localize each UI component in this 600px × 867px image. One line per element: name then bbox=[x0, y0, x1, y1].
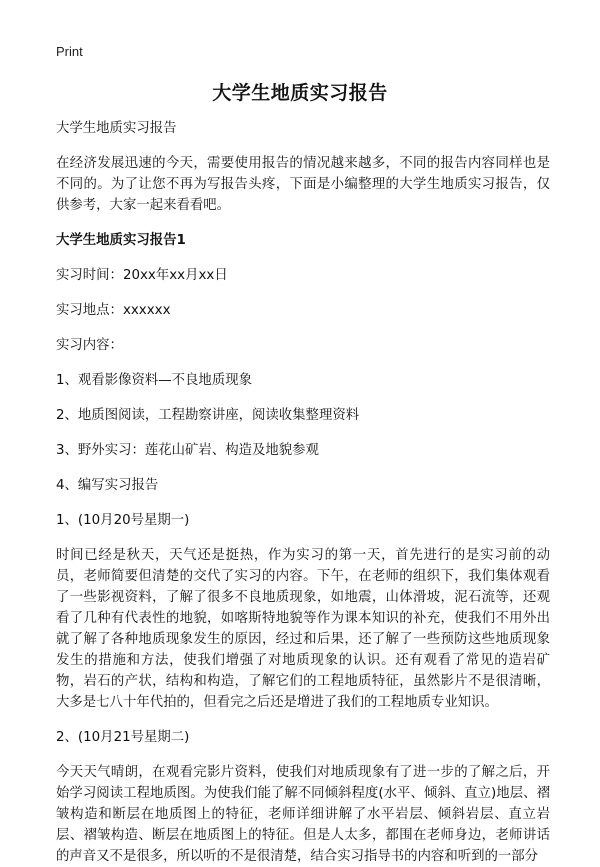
list-item: 4、编写实习报告 bbox=[56, 478, 159, 493]
list-item: 3、野外实习：莲花山矿岩、构造及地貌参观 bbox=[56, 443, 319, 458]
intro-paragraph: 在经济发展迅速的今天，需要使用报告的情况越来越多，不同的报告内容同样也是不同的。为了让您不再为写报告头疼，下面是小编整理的大学生地质实习报告，仅供参考，大家一起来看看吧。 bbox=[56, 156, 550, 213]
day1-label: 1、(10月20号星期一) bbox=[56, 513, 190, 528]
section-heading: 大学生地质实习报告1 bbox=[56, 233, 186, 248]
internship-place: 实习地点：xxxxxx bbox=[56, 303, 171, 318]
list-item: 2、地质图阅读，工程勘察讲座，阅读收集整理资料 bbox=[56, 408, 360, 423]
list-item: 1、观看影像资料—不良地质现象 bbox=[56, 373, 252, 388]
day2-paragraph: 今天天气晴朗，在观看完影片资料，使我们对地质现象有了进一步的了解之后，开始学习阅读工程地质图。为使我们能了解不同倾斜程度(水平、倾斜、直立)地层、褶皱构造和断层在地质图上的特征，老师详细讲解了水平岩层、倾斜岩层、直立岩层、褶皱构造、断层在地质图上的特征。但是人太多，都围在老师身边，老师讲话的声音又不是很多，所以听的不是很清楚，结合实习指导书的内容和听到的一部分 bbox=[56, 765, 550, 864]
day1-paragraph: 时间已经是秋天，天气还是挺热，作为实习的第一天，首先进行的是实习前的动员，老师简要但清楚的交代了实习的内容。下午，在老师的组织下，我们集体观看了一些影视资料，了解了很多不良地质现象，如地震，山体滑坡，泥石流等，还观看了几种有代表性的地貌，如喀斯特地貌等作为课本知识的补充，使我们不用外出就了解了各种地质现象发生的原因，经过和后果，还了解了一些预防这些地质现象发生的措施和方法，使我们增强了对地质现象的认识。还有观看了常见的造岩矿物，岩石的产状，结构和构造，了解它们的工程地质特征，虽然影片不是很清晰，大多是七八十年代拍的，但看完之后还是增进了我们的工程地质专业知识。 bbox=[56, 548, 550, 710]
content-label: 实习内容： bbox=[56, 338, 123, 353]
day2-label: 2、(10月21号星期二) bbox=[56, 730, 190, 745]
document-title: 大学生地质实习报告 bbox=[212, 82, 388, 104]
document-body bbox=[56, 118, 550, 867]
print-label[interactable]: Print bbox=[56, 44, 83, 59]
internship-time: 实习时间：20xx年xx月xx日 bbox=[56, 268, 228, 283]
document-subtitle: 大学生地质实习报告 bbox=[56, 121, 177, 136]
